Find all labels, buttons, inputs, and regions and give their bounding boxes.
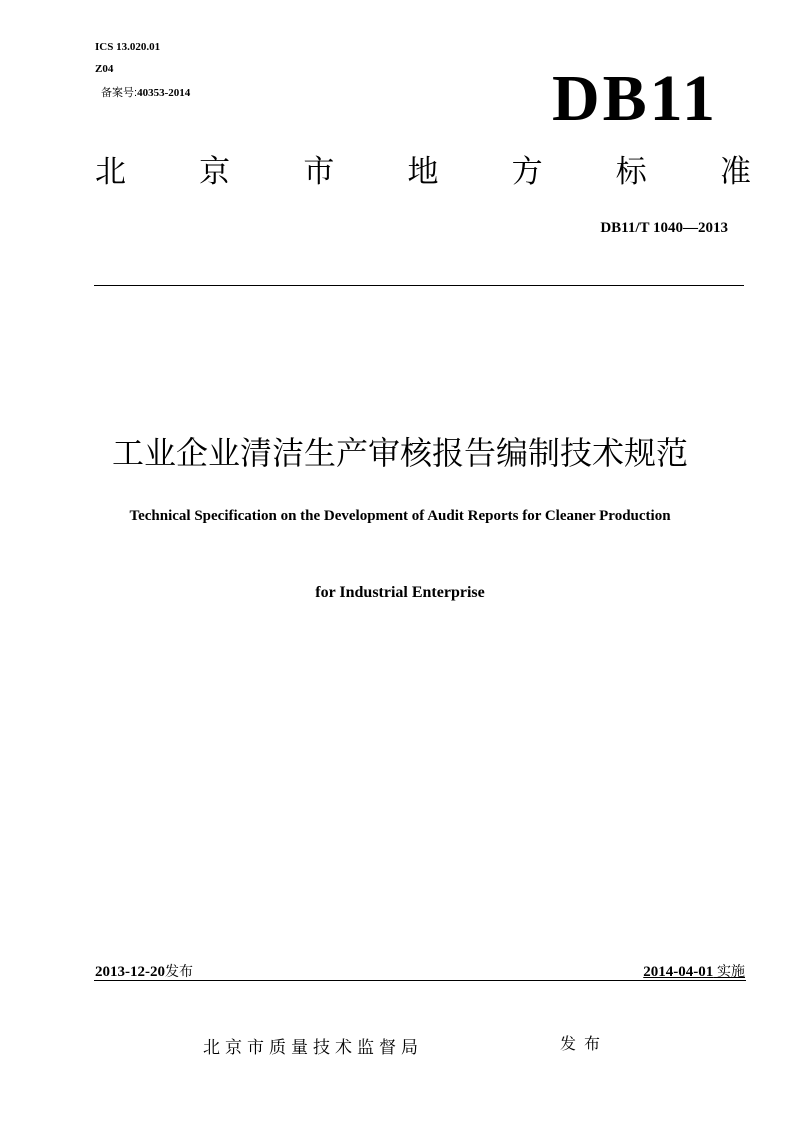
- issued-label: 发布: [560, 1034, 609, 1053]
- title-chinese: 工业企业清洁生产审核报告编制技术规范: [111, 434, 688, 472]
- issuing-authority: 北京市质量技术监督局: [203, 1038, 423, 1058]
- standard-type-char: 标: [615, 154, 647, 190]
- implementation-date-line: [643, 961, 745, 981]
- standard-type-char: 京: [199, 154, 231, 190]
- implementation-date: 2014-04-01: [643, 964, 714, 980]
- filing-number-line: [101, 84, 190, 100]
- standard-type-char: 北: [95, 154, 126, 190]
- top-divider: [94, 285, 744, 286]
- issue-date-line: [95, 961, 193, 981]
- standard-type-heading: [95, 154, 751, 190]
- standard-type-char: 准: [719, 154, 751, 190]
- title-english: Technical Specification on the Development of Audit Reports for Cleaner Production: [129, 508, 671, 524]
- standard-number: DB11/T 1040—2013: [600, 220, 728, 236]
- filing-number: 40353-2014: [137, 87, 191, 99]
- issue-label: 发布: [165, 964, 193, 980]
- bottom-divider: [94, 980, 746, 981]
- classification-code: Z04: [95, 63, 114, 75]
- standard-type-char: 地: [407, 154, 439, 190]
- ics-code: ICS 13.020.01: [95, 41, 161, 53]
- issue-date: 2013-12-20: [95, 964, 165, 980]
- standard-mark: DB11: [551, 62, 718, 135]
- implementation-label: 实施: [717, 964, 745, 980]
- filing-label: 备案号:: [101, 87, 138, 99]
- standard-type-char: 方: [511, 154, 543, 190]
- title-english-continued: for Industrial Enterprise: [315, 584, 485, 601]
- standard-type-char: 市: [303, 154, 335, 190]
